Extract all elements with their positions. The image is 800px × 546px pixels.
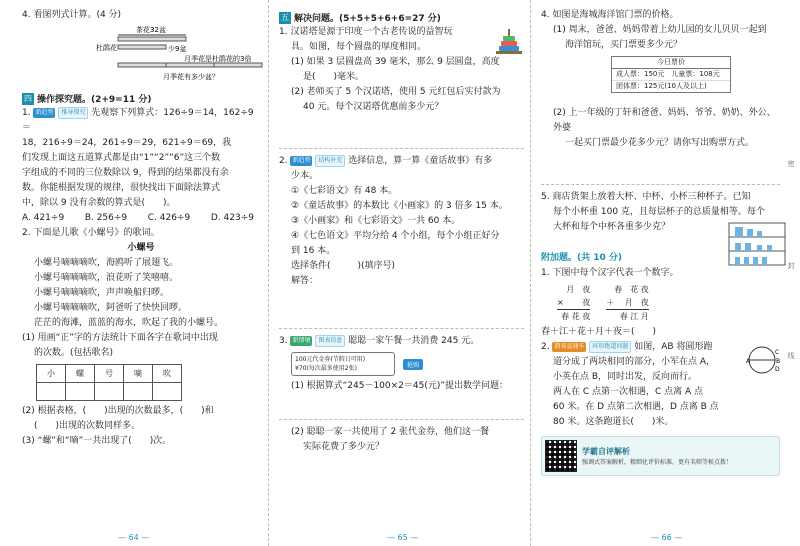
bonus-2-line-4: 两人在 C 点第一次相遇，C 点离 A 点 bbox=[553, 387, 704, 397]
q1-line-1: 1. 新趋势 推导探究 先观察下列算式：126÷9＝14，162÷9＝ bbox=[22, 108, 254, 133]
option-b[interactable]: B. 256÷9 bbox=[84, 213, 128, 223]
fig-label-yj: 月季花是杜鹃花的3倍 bbox=[184, 55, 252, 63]
q1-block bbox=[279, 25, 524, 55]
option-c[interactable]: C. 426÷9 bbox=[147, 213, 191, 223]
section-5-title: 解决问题。(5+5+5+6+6=27 分) bbox=[294, 14, 441, 24]
price-title: 今日票价 bbox=[612, 57, 730, 69]
q2-1-a: (1) 用画“正”字的方法统计下面各字在歌词中出现 bbox=[22, 333, 218, 343]
tag-structure: 结构补充 bbox=[315, 155, 345, 167]
page-65 bbox=[268, 0, 530, 546]
q4-figure bbox=[26, 23, 266, 85]
puzzle-multiply: 月 夜 × 夜 春 花 夜 bbox=[557, 285, 591, 321]
q2-3: (3) “螺”和“嘀”一共出现了( )次。 bbox=[22, 436, 172, 446]
q1-line-5: 数。你能根据发现的规律，很快找出下面除法算式 bbox=[22, 183, 221, 193]
section-5-number: 五 bbox=[281, 12, 289, 22]
section-4-header bbox=[22, 92, 260, 105]
page-66 bbox=[530, 0, 800, 546]
q1-line-3: 们发现上面这五道算式都是由“1”“2”“6”这三个数 bbox=[22, 153, 221, 163]
svg-text:B: B bbox=[776, 358, 780, 365]
song-line-4: 小螺号嘀嘀嘀吹，阿爸听了快快回啰。 bbox=[34, 303, 188, 313]
song-line-1: 小螺号嘀嘀嘀吹，海鸥听了展翅飞。 bbox=[34, 258, 179, 268]
binding-mark-3: 线 bbox=[787, 352, 795, 359]
bonus-title: 附加题。(共 10 分) bbox=[541, 253, 623, 263]
option-a[interactable]: A. 421÷9 bbox=[22, 213, 65, 223]
fig-label-du: 杜鹃花 bbox=[96, 44, 117, 52]
q2-2-a: (2) 根据表格，( )出现的次数最多，( )和 bbox=[22, 406, 214, 416]
q4-2-b: 一起买门票最少花多少元？请你写出购票方式。 bbox=[565, 138, 755, 148]
tag-new-trend: 新趋势 bbox=[292, 156, 311, 164]
q2-info-2: ②《童话故事》的本数比《小画家》的 3 倍多 15 本。 bbox=[291, 201, 508, 211]
tally-cell[interactable] bbox=[124, 383, 153, 401]
fig-label-less: 少9盆 bbox=[168, 45, 187, 53]
song-line-2: 小螺号嘀嘀嘀吹，浪花听了笑嘻嘻。 bbox=[34, 273, 179, 283]
binding-mark-1: 密 bbox=[787, 160, 795, 167]
svg-text:D: D bbox=[775, 366, 780, 373]
hanoi-tower-icon bbox=[494, 25, 524, 55]
tally-cell[interactable] bbox=[37, 383, 66, 401]
q1-options bbox=[22, 211, 260, 226]
page-number-65: — 65 — bbox=[387, 533, 419, 542]
song-line-5: 茫茫的海滩，蓝蓝的海水，吹起了我的小螺号。 bbox=[34, 318, 224, 328]
option-d[interactable]: D. 423÷9 bbox=[210, 213, 254, 223]
q5-line-3: 大杯和每个中杯各重多少克？ bbox=[553, 222, 671, 232]
tally-cell[interactable] bbox=[66, 383, 95, 401]
bonus-1: 1. 下图中每个汉字代表一个数字。 bbox=[541, 268, 679, 278]
fig-label-top: 茶花32盆 bbox=[136, 26, 166, 34]
tally-cell[interactable] bbox=[95, 383, 124, 401]
tag-express: 简易直通车 bbox=[554, 342, 585, 350]
q2-info-5: 到 16 本。 bbox=[291, 246, 336, 256]
section-4-number: 四 bbox=[24, 93, 32, 103]
section-5-header bbox=[279, 11, 524, 24]
q1-2-a: (2) 老师买了 5 个汉诺塔，使用 5 元红包后实付款为 bbox=[291, 87, 501, 97]
q4-1-b: 海洋馆玩，买门票要多少元？ bbox=[565, 40, 683, 50]
bonus-2-line-5: 60 米。在 D 点第二次相遇，D 点离 B 点 bbox=[553, 402, 719, 412]
bonus-2-line-1: 2. 简易直通车 环形跑道问题 如图，AB 将圆形跑 bbox=[541, 342, 713, 352]
qr-title: 学霸自评解析 bbox=[582, 447, 630, 456]
tag-derive-explore: 推导探究 bbox=[58, 107, 88, 119]
price-row-2: 团体票：125元(10人及以上) bbox=[616, 82, 707, 90]
coupon-line-1: 100元代金券(节假日可用) bbox=[295, 356, 366, 363]
q2-1-b: 的次数。(包括歌名) bbox=[34, 348, 114, 358]
tally-char-1: 小 bbox=[37, 365, 66, 383]
binding-mark-2: 封 bbox=[787, 262, 795, 269]
page-number-64: — 64 — bbox=[118, 533, 150, 542]
fig-label-q: 月季花有多少盆？ bbox=[163, 73, 219, 81]
q2-choose: 选择条件( )(填序号) bbox=[291, 261, 396, 271]
q2-info-3: ③《小画家》和《七彩语文》一共 60 本。 bbox=[291, 216, 461, 226]
buy-button[interactable]: 抢购 bbox=[403, 359, 423, 370]
tally-table bbox=[36, 364, 182, 401]
q3-1: (1) 根据算式“245－100×2＝45(元)”提出数学问题： bbox=[291, 381, 509, 391]
song-title: 小螺号 bbox=[127, 243, 155, 253]
bonus-2-block bbox=[541, 340, 780, 385]
q1-line-4: 字组成的不同的三位数除以 9，得到的结果都没有余 bbox=[22, 168, 229, 178]
cup-shelf-icon bbox=[727, 221, 787, 267]
qr-code-icon[interactable] bbox=[545, 440, 577, 472]
q2-line-2: 少本。 bbox=[291, 171, 319, 181]
q3-2-a: (2) 聪聪一家一共使用了 2 张代金券，他们这一餐 bbox=[291, 427, 490, 437]
svg-text:C: C bbox=[775, 349, 780, 356]
tag-chart-info: 图表信息 bbox=[315, 335, 345, 347]
qr-banner[interactable] bbox=[541, 436, 780, 476]
q1-line-1: 1. 汉诺塔是源于印度一个古老传说的益智玩 bbox=[279, 27, 453, 37]
puzzle-add: 春 花 夜 ＋ 月 夜 春 江 月 bbox=[606, 285, 649, 321]
q1-1-b: 是( )毫米。 bbox=[303, 72, 365, 82]
tally-char-3: 号 bbox=[95, 365, 124, 383]
tally-char-4: 嘀 bbox=[124, 365, 153, 383]
q4-1-a: (1) 周末，爸爸、妈妈带着上幼儿园的女儿贝贝一起到 bbox=[553, 25, 767, 35]
ticket-price-board bbox=[611, 56, 731, 93]
tally-char-2: 螺 bbox=[66, 365, 95, 383]
song-line-3: 小螺号嘀嘀嘀吹，声声唤船归啰。 bbox=[34, 288, 170, 298]
bonus-2-line-2: 道分成了两块相同的部分，小军在点 A， bbox=[553, 357, 716, 367]
q4-text: 4. 看图列式计算。(4 分) bbox=[22, 10, 122, 20]
page-64 bbox=[0, 0, 268, 546]
coupon-line-2: ¥70(每次最多使用2张) bbox=[295, 365, 357, 372]
q2-2-b: ( )出现的次数同样多。 bbox=[34, 421, 141, 431]
tally-cell[interactable] bbox=[153, 383, 182, 401]
q1-1-a: (1) 如果 3 层圆盘高 39 毫米，那么 9 层圆盘，高度 bbox=[291, 57, 500, 67]
page-number-66: — 66 — bbox=[651, 533, 683, 542]
q1-2-b: 40 元。每个汉诺塔优惠前多少元？ bbox=[303, 102, 444, 112]
q3-2-b: 实际花费了多少元？ bbox=[303, 442, 385, 452]
q1-line-2: 具。如图，每个圆盘的厚度相同。 bbox=[291, 42, 427, 52]
tag-track-problem: 环形跑道问题 bbox=[589, 341, 631, 353]
q2-info-4: ④《七色语文》平均分给 4 个小组，每个小组正好分 bbox=[291, 231, 500, 241]
q4-2-a: (2) 上一年级的丁轩和爸爸、妈妈、爷爷、奶奶、外公、外婆 bbox=[553, 108, 776, 133]
bonus-1-equation: 春＋江＋花＋月＋夜＝( ) bbox=[541, 327, 657, 337]
tag-new-trend: 新趋势 bbox=[35, 108, 54, 116]
q3-line-1: 3. 新情境 图表信息 聪聪一家午餐一共消费 245 元。 bbox=[279, 336, 480, 346]
q4-line-1: 4. 如图是海城海洋馆门票的价格。 bbox=[541, 10, 679, 20]
q5-line-2: 每个小杯重 100 克，且每层杯子的总质量相等。每个 bbox=[553, 207, 765, 217]
tag-new-context: 新情境 bbox=[292, 336, 311, 344]
circular-track-icon bbox=[746, 340, 780, 380]
q2-info-1: ①《七彩语文》有 48 本。 bbox=[291, 186, 398, 196]
digit-puzzle bbox=[557, 283, 780, 323]
price-row-1: 成人票：150元 儿童票：108元 bbox=[612, 69, 730, 81]
q2-text: 2. 下面是儿歌《小螺号》的歌词。 bbox=[22, 228, 160, 238]
q2-line-1: 2. 新趋势 结构补充 选择信息，算一算《童话故事》有多 bbox=[279, 156, 493, 166]
svg-text:A: A bbox=[746, 358, 751, 365]
section-4-title: 操作探究题。(2+9=11 分) bbox=[37, 95, 152, 105]
q5-line-1: 5. 商店货架上放着大杯、中杯、小杯三种杯子。已知 bbox=[541, 192, 751, 202]
q2-answer-label: 解答： bbox=[291, 276, 319, 286]
bonus-2-line-6: 80 米。这条跑道长( )米。 bbox=[553, 417, 674, 427]
q1-line-2: 18，216÷9＝24，261÷9＝29，621÷9＝69，我 bbox=[22, 138, 232, 148]
qr-subtitle: 强调式答案解析，精细化评价标准，更有名师等候点拨！ bbox=[582, 459, 733, 466]
coupon-card bbox=[291, 352, 524, 376]
q1-line-6: 中，除以 9 没有余数的算式是( )。 bbox=[22, 198, 176, 208]
tally-char-5: 吹 bbox=[153, 365, 182, 383]
bonus-2-line-3: 小英在点 B，同时出发，反向而行。 bbox=[553, 372, 698, 382]
